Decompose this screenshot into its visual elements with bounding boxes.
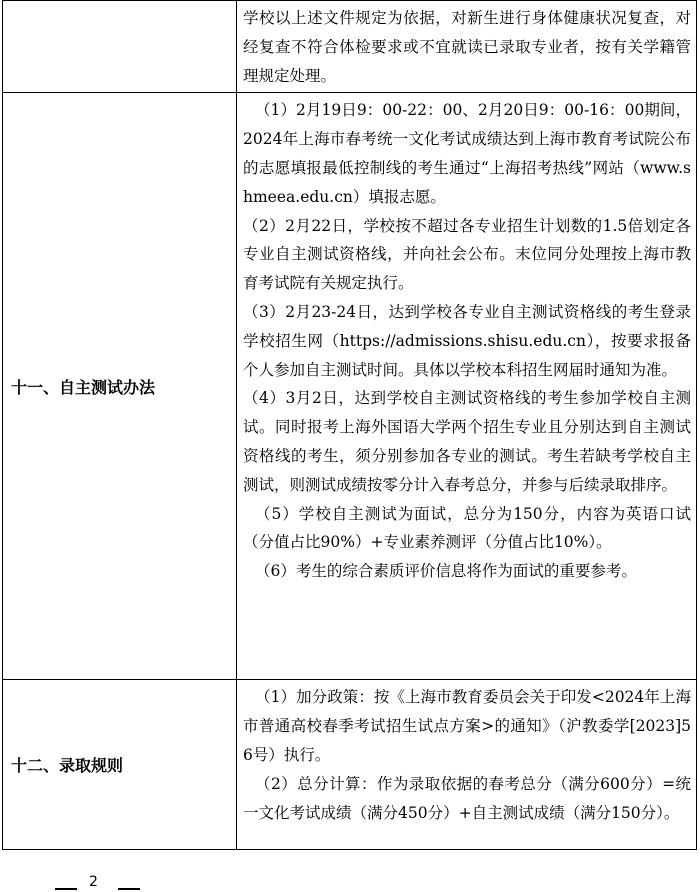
table-row	[3, 93, 697, 680]
row-label-cell	[3, 680, 237, 850]
table-row	[3, 1, 697, 93]
page-number: 2	[89, 874, 98, 890]
paragraph: （6）考生的综合素质评价信息将作为面试的重要参考。	[255, 562, 637, 581]
row-content-cell	[237, 680, 697, 850]
row-content-cell	[237, 1, 697, 93]
admission-rules-table	[2, 0, 697, 850]
row-label-cell	[3, 93, 237, 680]
paragraph: （2）总分计算：作为录取依据的春考总分（满分600分）=统一文化考试成绩（满分450分）+自主测试成绩（满分150分）。	[243, 774, 691, 822]
paragraph: （4）3月2日，达到学校自主测试资格线的考生参加学校自主测试。同时报考上海外国语大学两个招生专业且分别达到自主测试资格线的考生，须分别参加各专业的测试。考生若缺考学校自主测试，则测试成绩按零分计入春考总分，并参与后续录取排序。	[243, 389, 691, 494]
row-label: 十二、录取规则	[11, 756, 124, 776]
table-row	[3, 680, 697, 850]
paragraph: （1）加分政策：按《上海市教育委员会关于印发<2024年上海市普通高校春季考试招生试点方案>的通知》（沪教委学[2023]56号）执行。	[243, 688, 691, 764]
paragraph: 学校以上述文件规定为依据，对新生进行身体健康状况复查，对经复查不符合体检要求或不宜就读已录取专业者，按有关学籍管理规定处理。	[243, 9, 691, 85]
paragraph: （5）学校自主测试为面试，总分为150分，内容为英语口试（分值占比90%）+专业素养测评（分值占比10%）。	[243, 504, 691, 552]
footer-dash-left	[55, 888, 77, 890]
paragraph: （2）2月22日，学校按不超过各专业招生计划数的1.5倍划定各专业自主测试资格线，并向社会公布。末位同分处理按上海市教育考试院有关规定执行。	[243, 216, 691, 293]
row-content-cell	[237, 93, 697, 680]
page-footer	[0, 868, 200, 892]
footer-dash-right	[118, 888, 140, 890]
row-label: 十一、自主测试办法	[11, 377, 156, 397]
paragraph: （3）2月23-24日，达到学校各专业自主测试资格线的考生登录学校招生网（https://admissions.shisu.edu.cn），按要求报备个人参加自主测试时间。具体以学校本科招生网届时通知为准。	[243, 302, 691, 379]
paragraph: （1）2月19日9：00-22：00、2月20日9：00-16：00期间，2024年上海市春考统一文化考试成绩达到上海市教育考试院公布的志愿填报最低控制线的考生通过“上海招考热线”网站（www.shmeea.edu.cn）填报志愿。	[243, 101, 691, 206]
row-label-cell	[3, 1, 237, 93]
